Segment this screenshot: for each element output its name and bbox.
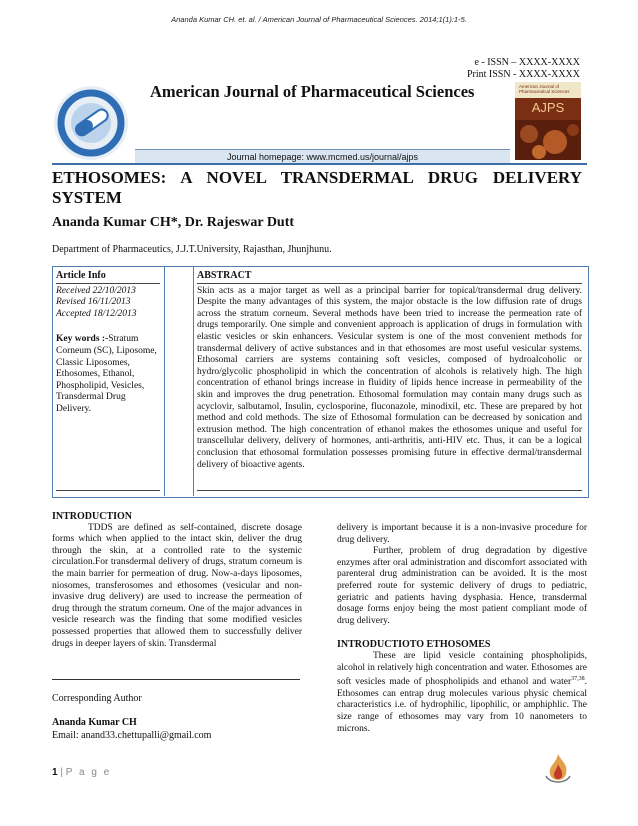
revised-date: Revised 16/11/2013 [56, 297, 131, 308]
article-title-line1: ETHOSOMES: A NOVEL TRANSDERMAL DRUG DELIVERY [52, 168, 582, 187]
page-word: P a g e [65, 767, 112, 778]
journal-cover-image [515, 82, 581, 160]
ethosomes-heading: INTRODUCTIOTO ETHOSOMES [337, 639, 491, 651]
article-title-line2: SYSTEM [52, 188, 122, 207]
page-separator: | [60, 767, 63, 778]
introduction-text: TDDS are defined as self-contained, discrete dosage forms which when applied to the intact skin, deliver the drug through the skin, at a controlled rate to the systemic circulation.For transdermal delivery of drugs, stratum corneum is the main barrier for permeation of drug. Now-a-days liposomes, niosomes, transferosomes and ethosomes (vesicular and non- invasive drug delivery) are used to increase the permeation of drug through the stratum corneum. One of the major advances in vesicle research was the finding that some modified vesicles possessed properties that allowed them to successfully deliver drugs in deeper layers of skin. Transdermal [52, 522, 302, 649]
corresponding-author-name: Ananda Kumar CH [52, 717, 137, 728]
page-number-value: 1 [52, 767, 58, 778]
publisher-flame-icon [542, 752, 574, 786]
article-info-column [56, 270, 160, 416]
right-para-3b: . Ethosomes can entrap drug molecules various physic chemical characteristics i.e. of hydrophilic, lipophilic, or amphiphlic. The size range of ethosomes may vary from 10 nanometers to microns. [337, 677, 587, 734]
accepted-date: Accepted 18/12/2013 [56, 308, 137, 319]
article-affiliation: Department of Pharmaceutics, J.J.T.University, Rajasthan, Jhunjhunu. [52, 244, 332, 255]
cover-label: AJPS [531, 100, 565, 115]
right-column [337, 523, 587, 735]
article-info-heading: Article Info [56, 270, 160, 284]
keywords [56, 334, 160, 415]
corresponding-author-email: Email: anand33.chettupalli@gmail.com [52, 730, 212, 741]
cover-small-title: American Journal of Pharmaceutical Sciences [519, 84, 570, 94]
footnote-divider [52, 679, 300, 680]
citation-superscript: 37,38 [571, 676, 585, 683]
abstract-bottom-rule [197, 490, 582, 491]
right-para-3a: These are lipid vesicle containing phospholipids, alcohol in relatively high concentration and water. Ethosomes are soft vesicles made of phospholipids and ethanol and water [337, 650, 587, 688]
introduction-heading: INTRODUCTION [52, 511, 133, 522]
running-header: Ananda Kumar CH. et. al. / American Journal of Pharmaceutical Sciences. 2014;1(1):1-5. [171, 15, 467, 24]
cover-pattern-icon [515, 120, 581, 160]
article-authors: Ananda Kumar CH*, Dr. Rajeswar Dutt [52, 215, 295, 230]
article-info-separator [164, 266, 194, 496]
article-info-bottom-rule [56, 490, 160, 491]
journal-title: American Journal of Pharmaceutical Sciences [150, 82, 475, 101]
right-para-1: delivery is important because it is a non-invasive procedure for drug delivery. [337, 523, 587, 545]
journal-logo-icon [52, 84, 130, 162]
print-issn: Print ISSN - XXXX-XXXX [466, 69, 580, 80]
e-issn: e - ISSN – XXXX-XXXX [474, 57, 580, 68]
right-para-3 [337, 651, 587, 735]
abstract-heading: ABSTRACT [197, 270, 582, 284]
corresponding-author-label: Corresponding Author [52, 693, 142, 704]
abstract-text: Skin acts as a major target as well as a principal barrier for topical/transdermal drug delivery. Despite the many advantages of this system, the major obstacle is the low diffusion rate of drugs across the stratum corneum. Several methods have been tried to increase the permeation rate of drugs temporarily. One simple and convenient approach is application of drugs in formulation with elastic vesicles or skin enhancers. Vesicular system is one of the most convenient methods for transdermal delivery of active substances and in that ethosomes are most useful vesicular systems. Ethosomal carriers are systems containing soft vesicles, composed of hydroalcoholic or hydro/glycolic phospholipid in which the concentration of alcohols is relatively high. The high concentration of ethanol brings increase in fluidity of lipids hence increase in permeability of the skin and improves the drug penetration. Ethosomal formulation may contain many drugs such as acyclovir, salbutamol, Insulin, cyclosporine, fluconazole, minodixil, etc. These are prepared by hot method and cold methods. The size of Ethosomal formulation can be decreased by sonication and extrusion method. The high concentration of ethanol makes the ethosomes unique and useful for transcellular delivery, delivery of hormones, anti-arthritis, anti-HIV etc. Thus, it can be a logical conclusion that ethosomal formulation possesses promising future in effective dermal/transdermal delivery of bioactive agents. [197, 285, 582, 470]
received-date: Received 22/10/2013 [56, 285, 136, 296]
keywords-text: Stratum Corneum (SC), Liposome, Classic Liposomes, Ethosomes, Ethanol, Phospholipid, Vesicles, Transdermal Drug Delivery. [56, 334, 157, 414]
introduction-section [52, 511, 302, 650]
keywords-label: Key words :- [56, 334, 109, 345]
abstract-column [197, 270, 582, 471]
page-number [52, 767, 111, 778]
header-divider [52, 163, 587, 165]
journal-homepage: Journal homepage: www.mcmed.us/journal/ajps [135, 149, 510, 164]
right-para-2: Further, problem of drug degradation by digestive enzymes after oral administration and discomfort associated with parenteral drug administration can be avoided. It is the most preferred route for systemic delivery of drugs to pediatric, geriatric and patients having dysphasia. Hence, transdermal dosage forms enjoy being the most patient compliant mode of drug delivery. [337, 546, 587, 626]
